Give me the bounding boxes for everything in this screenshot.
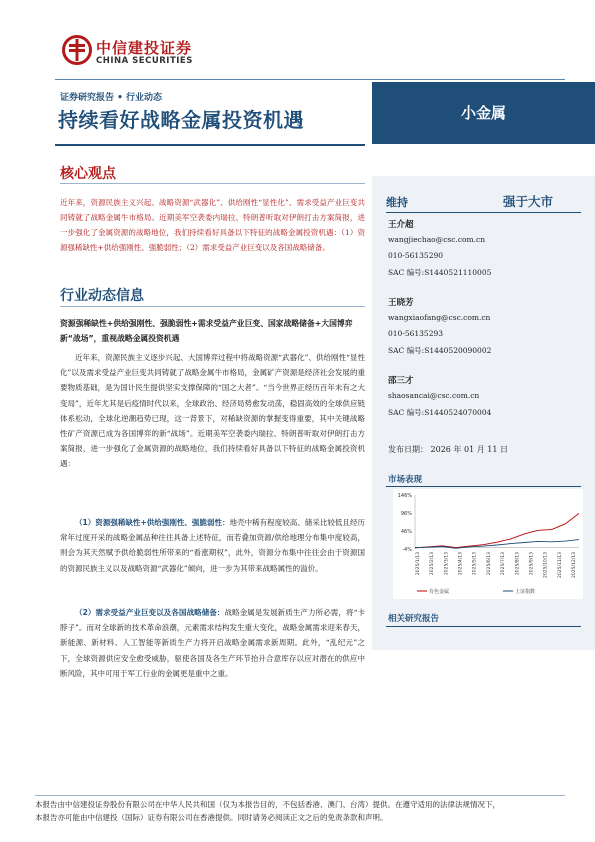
y-tick-label: -4% [402, 547, 412, 553]
x-tick-label: 2025/10/13 [543, 552, 549, 578]
dynamics-paragraph-2 [60, 515, 365, 576]
paragraph-2-body: 地壳中稀有程度较高、储采比较低且经历常年过度开采的战略金属品种往往具备上述特征，而若叠加资源/供给地理分布集中度较高，则会为其天然赋予供给脆弱性所带来的“看涨期权”，此外，资源分布集中往往会由于资源国的资源民族主义以及战略资源“武器化”倾向，进一步为其带来战略属性的溢价。 [60, 518, 365, 573]
title-underline [55, 144, 365, 146]
rating-label: 维持 [386, 196, 408, 209]
dynamics-paragraph-1: 近年来，资源民族主义逐步兴起、大国博弈过程中将战略资源“武器化”、供给刚性“显性化”以及需求受益产业巨变共同铸就了战略金属牛市格局，金属矿产资源是经济社会发展的重要物质基础，是为国计民生提供坚实支撑保障的“国之大者”。“当今世界正经历百年未有之大变局”，近年尤其是后疫情时代以来，全球政治、经济局势愈发动荡，稳固高效的全球供应链体系松动，全球化逆潮趋势已现，这一背景下，对稀缺资源的掌握变得重要，其中关键战略性矿产资源已成为各国博弈的新“战场”。近期美军空袭委内瑞拉、特朗普听取对伊朗打击方案简报，进一步强化了金属资源的战略地位，我们持续看好具备以下特征的战略金属投资机遇： [60, 353, 365, 469]
footer-disclaimer [35, 798, 575, 824]
analyst-name: 王晓芳 [388, 298, 414, 308]
x-tick-label: 2025/7/13 [501, 552, 507, 576]
logo-chinese: 中信建投证券 [96, 39, 193, 57]
core-view-heading: 核心观点 [60, 166, 116, 182]
paragraph-3-heading: （2）需求受益产业巨变以及各国战略储备： [75, 608, 225, 617]
series-line [415, 540, 579, 549]
legend-label: 有色金属 [429, 589, 450, 595]
x-tick-label: 2025/1/13 [416, 552, 421, 576]
rating-divider [386, 212, 581, 213]
analyst-name: 邵三才 [388, 376, 414, 386]
analyst-phone: 010-56135290 [388, 251, 444, 260]
legend-label: 上证指数 [515, 589, 536, 595]
y-tick-label: 96% [400, 511, 412, 517]
analyst-phone: 010-56135293 [388, 329, 444, 338]
x-tick-label: 2025/2/13 [430, 552, 436, 576]
footer-line-2: 本报告亦可能由中信建投（国际）证券有限公司在香港提供。同时请务必阅读正文之后的免责条款和声明。 [35, 813, 388, 822]
footer-divider [35, 795, 565, 796]
series-line [415, 513, 579, 548]
sector-label: 小金属 [460, 104, 506, 122]
market-chart [393, 489, 583, 599]
x-tick-label: 2025/9/13 [529, 552, 535, 576]
x-tick-label: 2025/12/13 [572, 552, 577, 578]
analyst-name: 王介超 [388, 220, 414, 230]
analyst-sac: SAC 编号:S1440521110005 [388, 268, 492, 277]
x-tick-label: 2025/5/13 [472, 552, 478, 576]
market-chart-container [393, 489, 583, 599]
core-divider [60, 183, 365, 184]
y-tick-label: 46% [400, 529, 412, 535]
market-divider [386, 486, 581, 487]
footer-line-1: 本报告由中信建投证券股份有限公司在中华人民共和国（仅为本报告目的，不包括香港、澳门、台湾）提供。在遵守适用的法律法规情况下， [35, 800, 500, 809]
page-title: 持续看好战略金属投资机遇 [58, 108, 304, 132]
analyst-sac: SAC 编号:S1440524070004 [388, 408, 492, 417]
report-type: 证券研究报告 • 行业动态 [60, 93, 163, 103]
analyst-email: wangxiaofang@csc.com.cn [388, 313, 491, 322]
paragraph-2-heading: （1）资源强稀缺性+供给强刚性、强脆弱性： [75, 518, 230, 527]
logo-english: CHINA SECURITIES [96, 56, 193, 66]
core-view-text: 近年来，资源民族主义兴起、战略资源“武器化”、供给刚性“显性化”、需求受益产业巨变共同铸就了战略金属牛市格局。近期美军空袭委内瑞拉、特朗普听取对伊朗打击方案简报，进一步强化了金属资源的战略地位，我们持续看好具备以下特征的战略金属投资机遇：（1）资源强稀缺性+供给强刚性、强脆弱性；（2）需求受益产业巨变以及各国战略储备。 [60, 198, 365, 252]
x-tick-label: 2025/11/13 [557, 552, 563, 578]
dynamics-divider [60, 306, 365, 307]
header-divider [55, 79, 565, 80]
related-reports-heading: 相关研究报告 [388, 614, 440, 624]
x-tick-label: 2025/6/13 [486, 552, 492, 576]
related-divider [386, 626, 581, 627]
paragraph-3-body: 战略金属是发展新质生产力所必需，将“卡脖子”。而对全球新的技术革命浪潮，元素需求结构发生重大变化，战略金属需求迎来春天，新能源、新材料、人工智能等新质生产力将开启战略金属需求新周期。此外，“乱纪元”之下，全球资源供应安全愈受威胁，驱使各国及各生产环节抬升合意库存以应对潜在的供应中断风险，其中可用于军工行业的金属更是重中之重。 [60, 608, 365, 678]
x-tick-label: 2025/8/13 [515, 552, 521, 576]
rating-value: 强于大市 [503, 194, 554, 209]
company-logo-icon [62, 35, 92, 65]
publish-date: 发布日期： 2026 年 01 月 11 日 [388, 445, 508, 454]
analyst-sac: SAC 编号:S1440520090002 [388, 346, 492, 355]
market-heading: 市场表现 [388, 475, 423, 485]
dynamics-bold-heading: 资源强稀缺性+供给强刚性、强脆弱性+需求受益产业巨变、国家战略储备+大国博弈新“战场”，重视战略金属投资机遇 [60, 319, 353, 343]
dynamics-paragraph-3 [60, 605, 365, 681]
y-tick-label: 146% [397, 493, 412, 499]
analyst-email: wangjiechao@csc.com.cn [388, 235, 486, 244]
x-tick-label: 2025/3/13 [444, 552, 450, 576]
analyst-email: shaosancai@csc.com.cn [388, 391, 480, 400]
dynamics-heading: 行业动态信息 [60, 288, 144, 304]
sector-banner [372, 82, 595, 144]
x-tick-label: 2025/4/13 [458, 552, 464, 576]
